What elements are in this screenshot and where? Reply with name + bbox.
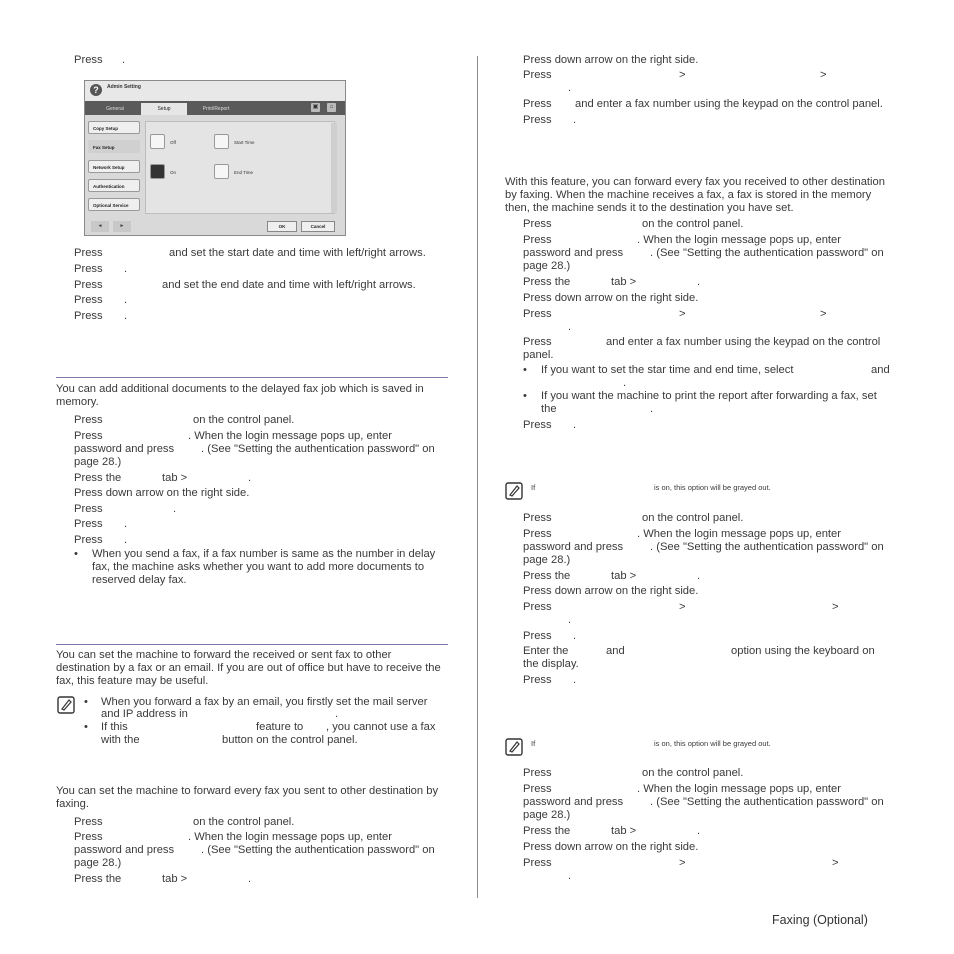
step-text: . (See "Setting the authentication password" on [201, 443, 435, 455]
step-text: . [124, 534, 128, 546]
step-text: . [573, 419, 577, 431]
step-text: on the control panel. [642, 218, 744, 230]
step-text: . When the login message pops up, enter [188, 430, 392, 442]
note-text: is on, this option will be grayed out. [654, 483, 771, 492]
end-time-label: End Time [234, 170, 254, 175]
note-icon [505, 482, 523, 500]
step-text: Press [74, 279, 103, 291]
note-icon [505, 738, 523, 756]
note-text: with the [101, 734, 140, 746]
column-divider [477, 56, 478, 898]
step-text: page 28.) [74, 456, 122, 468]
bullet-text: If you want to set the star time and end time, select [541, 364, 794, 376]
note-text: . [335, 708, 339, 720]
step-text: Press [523, 336, 552, 348]
step-text: Press [74, 414, 103, 426]
step-text: . When the login message pops up, enter [637, 528, 841, 540]
note-text: If this [101, 721, 128, 733]
step-text: Press [523, 419, 552, 431]
step-text: . When the login message pops up, enter [637, 783, 841, 795]
step-text: . (See "Setting the authentication password" on [650, 796, 884, 808]
step-text: > [832, 857, 839, 869]
step-text: Press [523, 630, 552, 642]
step-text: . [248, 472, 252, 484]
step-text: Enter the [523, 645, 569, 657]
side-fax-setup[interactable]: Fax Setup [88, 140, 140, 153]
step-text: and enter a fax number using the keypad on the control panel. [575, 98, 883, 110]
step-text: Press [523, 528, 552, 540]
step-text: . [124, 310, 128, 322]
step-text: Press [523, 783, 552, 795]
home-icon[interactable]: ⌂ [327, 103, 336, 112]
step-text: . [124, 518, 128, 530]
step-text: and set the end date and time with left/right arrows. [162, 279, 416, 291]
step-text: Press [523, 69, 552, 81]
page-footer: Faxing (Optional) [772, 913, 868, 927]
step-text: the display. [523, 658, 579, 670]
step-text: and [606, 645, 625, 657]
tab-print-report[interactable]: Print/Report [202, 106, 230, 112]
step-text: > [820, 308, 827, 320]
step-text: tab > [611, 570, 637, 582]
step-text: > [679, 69, 686, 81]
step-text: Press the [523, 825, 571, 837]
step-text: Press down arrow on the right side. [523, 841, 699, 853]
ok-button[interactable]: OK [267, 221, 297, 232]
step-text: page 28.) [523, 554, 571, 566]
step-text: . (See "Setting the authentication password" on [201, 844, 435, 856]
start-time-checkbox[interactable] [214, 134, 229, 149]
section-rule [56, 644, 448, 645]
step-text: Press down arrow on the right side. [523, 585, 699, 597]
step-text: on the control panel. [193, 414, 295, 426]
step-text: Press [74, 534, 103, 546]
bullet-text: If you want the machine to print the report after forwarding a fax, set [541, 390, 877, 402]
tab-setup[interactable]: Setup [141, 103, 187, 115]
step-text: tab > [162, 472, 188, 484]
step-text: Press the [523, 570, 571, 582]
note-text: If [531, 739, 536, 748]
step-text: . When the login message pops up, enter [637, 234, 841, 246]
step-text: . [122, 54, 126, 66]
step-text: on the control panel. [642, 512, 744, 524]
step-text: Press [523, 674, 552, 686]
section-rule [56, 377, 448, 378]
step-text: . [173, 503, 177, 515]
step-text: Press [74, 503, 103, 515]
note-text: button on the control panel. [222, 734, 358, 746]
note-text: and IP address in [101, 708, 188, 720]
step-text: . [573, 630, 577, 642]
step-text: Press down arrow on the right side. [523, 292, 699, 304]
step-text: > [679, 857, 686, 869]
step-text: Press [523, 601, 552, 613]
bullet-text: the [541, 403, 557, 415]
options-panel [145, 121, 335, 214]
tab-general[interactable]: General [106, 106, 124, 112]
step-text: . [124, 294, 128, 306]
step-text: > [679, 308, 686, 320]
step-text: Press the [74, 472, 122, 484]
side-optional-service[interactable]: Optional Service [88, 198, 140, 211]
step-text: . [124, 263, 128, 275]
step-text: Press [74, 430, 103, 442]
screenshot-titlebar [85, 81, 345, 101]
step-text: Press [74, 263, 103, 275]
bullet-text: . [650, 403, 654, 415]
bullet-dot: • [74, 548, 78, 560]
step-text: Press [523, 308, 552, 320]
section-intro: With this feature, you can forward every fax you received to other destination by faxing. When the machine receives a fax, a fax is stored in the memory then, the machine sends it to the destination you have set. [505, 176, 885, 214]
note-icon [57, 696, 75, 714]
step-text: panel. [523, 349, 554, 361]
bullet-text: . [623, 377, 627, 389]
note-text: When you forward a fax by an email, you firstly set the mail server [101, 696, 428, 708]
step-text: . (See "Setting the authentication password" on [650, 247, 884, 259]
step-text: password and press [74, 844, 175, 856]
step-text: . [568, 82, 572, 94]
step-text: Press [74, 518, 103, 530]
step-text: password and press [74, 443, 175, 455]
step-text: Press [74, 294, 103, 306]
step-text: on the control panel. [642, 767, 744, 779]
step-text: Press [523, 857, 552, 869]
step-text: Press [523, 234, 552, 246]
step-text: tab > [162, 873, 188, 885]
step-text: . [568, 870, 572, 882]
off-label: Off [170, 140, 176, 145]
bullet-text: and [871, 364, 890, 376]
on-checkbox[interactable] [150, 164, 165, 179]
step-text: on the control panel. [193, 816, 295, 828]
step-text: Press [74, 54, 103, 66]
cancel-button[interactable]: Cancel [301, 221, 335, 232]
step-text: option using the keyboard on [731, 645, 875, 657]
step-text: Press [523, 218, 552, 230]
step-text: . [697, 276, 701, 288]
step-text: . (See "Setting the authentication password" on [650, 541, 884, 553]
step-text: . [697, 825, 701, 837]
step-text: password and press [523, 247, 624, 259]
step-text: page 28.) [74, 857, 122, 869]
step-text: > [679, 601, 686, 613]
screenshot-title: Admin Setting [107, 84, 141, 90]
section-intro: You can add additional documents to the delayed fax job which is saved in memory. [56, 383, 424, 408]
prev-arrow-button[interactable]: ◄ [91, 221, 109, 232]
end-time-checkbox[interactable] [214, 164, 229, 179]
side-network-setup[interactable]: Network Setup [88, 160, 140, 173]
step-text: Press down arrow on the right side. [523, 54, 699, 66]
step-text: Press the [74, 873, 122, 885]
section-intro: You can set the machine to forward every fax you sent to other destination by faxing. [56, 785, 439, 810]
step-text: . [573, 114, 577, 126]
bullet-dot: • [84, 696, 88, 708]
step-text: Press [74, 831, 103, 843]
step-text: . When the login message pops up, enter [188, 831, 392, 843]
bullet-dot: • [523, 364, 527, 376]
step-text: Press [74, 310, 103, 322]
note-text: , you cannot use a fax [326, 721, 436, 733]
step-text: > [832, 601, 839, 613]
scrollbar[interactable] [331, 123, 337, 213]
step-text: Press [74, 816, 103, 828]
note-text: is on, this option will be grayed out. [654, 739, 771, 748]
bullet-text: When you send a fax, if a fax number is same as the number in delay fax, the machine asks whether you want to add more documents to reserved delay fax. [92, 548, 436, 586]
side-authentication[interactable]: Authentication [88, 179, 140, 192]
step-text: Press the [523, 276, 571, 288]
admin-setting-screenshot [84, 80, 346, 236]
step-text: and enter a fax number using the keypad on the control [606, 336, 881, 348]
step-text: Press [523, 114, 552, 126]
step-text: Press [523, 98, 552, 110]
bullet-dot: • [84, 721, 88, 733]
off-checkbox[interactable] [150, 134, 165, 149]
toolbar-icon[interactable]: ▣ [312, 104, 319, 110]
step-text: . [573, 674, 577, 686]
step-text: Press [523, 767, 552, 779]
help-icon: ? [90, 84, 102, 96]
step-text: page 28.) [523, 809, 571, 821]
step-text: password and press [523, 541, 624, 553]
next-arrow-button[interactable]: ► [113, 221, 131, 232]
step-text: Press down arrow on the right side. [74, 487, 250, 499]
step-text: tab > [611, 825, 637, 837]
step-text: > [820, 69, 827, 81]
on-label: On [170, 170, 177, 175]
step-text: Press [74, 247, 103, 259]
note-text: If [531, 483, 536, 492]
bullet-dot: • [523, 390, 527, 402]
step-text: Press [523, 512, 552, 524]
step-text: . [568, 321, 572, 333]
step-text: and set the start date and time with left/right arrows. [169, 247, 426, 259]
section-intro: You can set the machine to forward the received or sent fax to other destination by a fax or an email. If you are out of office but have to receive the fax, this feature may be useful. [56, 649, 441, 687]
note-text: feature to [256, 721, 304, 733]
side-copy-setup[interactable]: Copy Setup [88, 121, 140, 134]
step-text: . [248, 873, 252, 885]
step-text: tab > [611, 276, 637, 288]
start-time-label: Start Time [234, 140, 255, 145]
step-text: . [697, 570, 701, 582]
step-text: page 28.) [523, 260, 571, 272]
step-text: password and press [523, 796, 624, 808]
step-text: . [568, 614, 572, 626]
